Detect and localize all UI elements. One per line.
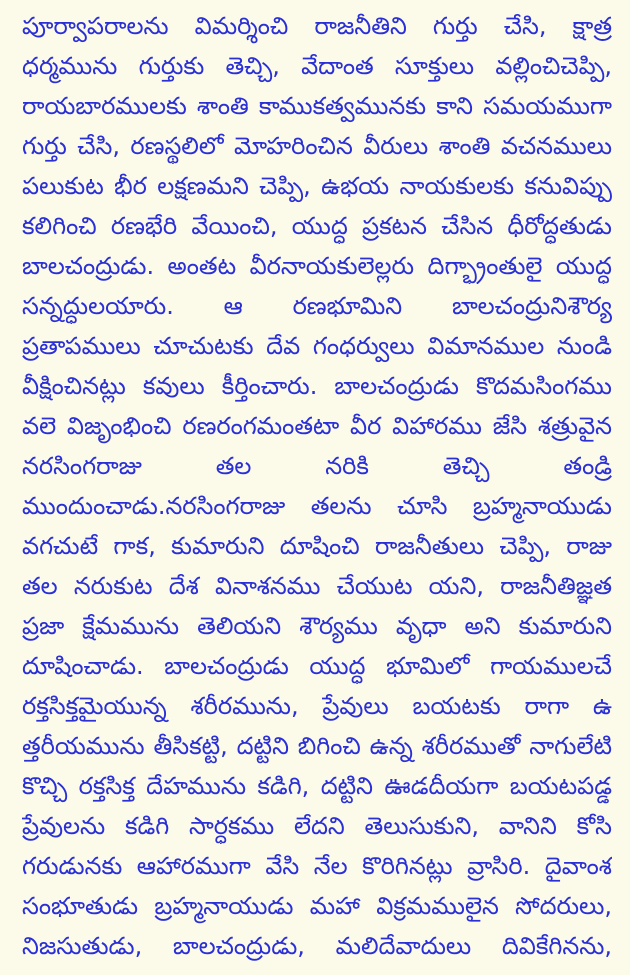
text-line: ప్రేవులను కడిగి సార్ధకము లేదని తెలుసుకుని, వానిని కోసి [22, 812, 612, 840]
text-line: పలుకుట భీర లక్షణమని చెప్పి, ఉభయ నాయకులకు కనువిప్పు [22, 172, 612, 200]
text-line: ప్రతాపములు చూచుటకు దేవ గంధర్వులు విమానముల నుండి [22, 332, 612, 360]
text-line: తల నరుకుట దేశ వినాశనము చేయుట యని, రాజనీతిజ్ఞత [22, 572, 612, 600]
text-line: ప్రజా క్షేమమును తెలియని శౌర్యము వృధా అని కుమారుని [22, 612, 612, 640]
text-line: ధర్మమును గుర్తుకు తెచ్చి, వేదాంత సూక్తులు వల్లించిచెప్పి, [22, 52, 612, 80]
text-line: రక్తసిక్తమైయున్న శరీరమును, ప్రేవులు బయటకు రాగా ఉ [22, 692, 612, 720]
text-line: నిజసుతుడు, బాలచంద్రుడు, మలిదేవాదులు దివికేగినను, [22, 932, 612, 960]
text-line: ముందుంచాడు.నరసింగరాజు తలను చూసి బ్రహ్మనాయుడు [22, 492, 612, 520]
text-line: కొచ్చి రక్తసిక్త దేహమును కడిగి, దట్టిని ఊడదీయగా బయటపడ్డ [22, 772, 612, 800]
text-line: త్తరీయమును తీసికట్టి, దట్టిని బిగించి ఉన్న శరీరముతో నాగులేటి [22, 732, 612, 760]
text-line: గుర్తు చేసి, రణస్థలిలో మోహరించిన వీరులు శాంతి వచనములు [22, 132, 612, 160]
text-line: పూర్వాపరాలను విమర్శించి రాజనీతిని గుర్తు చేసి, క్షాత్ర [22, 12, 612, 40]
text-line: కలిగించి రణభేరి వేయించి, యుద్ధ ప్రకటన చేసిన ధీరోద్ధతుడు [22, 212, 612, 240]
text-line: దూషించాడు. బాలచంద్రుడు యుద్ధ భూమిలో గాయములచే [22, 652, 612, 680]
text-line: గరుడునకు ఆహారముగా వేసి నేల కొరిగినట్లు వ్రాసిరి. దైవాంశ [22, 852, 612, 880]
text-line: సన్నద్ధులయారు. ఆ రణభూమిని బాలచంద్రునిశౌర్య [22, 292, 612, 320]
text-line: నరసింగరాజు తల నరికి తెచ్చి తండ్రి [22, 452, 612, 480]
text-line: వీక్షించినట్లు కవులు కీర్తించారు. బాలచంద్రుడు కొదమసింగము [22, 372, 612, 400]
text-line: వగచుటే గాక, కుమారుని దూషించి రాజనీతులు చెప్పి, రాజు [22, 532, 612, 560]
text-line: బాలచంద్రుడు. అంతట వీరనాయకులెల్లరు దిగ్భ్రాంతులై యుద్ధ [22, 252, 612, 280]
text-line: వలె విజృంభించి రణరంగమంతటా వీర విహారము జేసి శత్రువైన [22, 412, 612, 440]
text-line: రాయబారములకు శాంతి కాముకత్వమునకు కాని సమయముగా [22, 92, 612, 120]
text-line: సంభూతుడు బ్రహ్మనాయుడు మహా విక్రమములైన సోదరులు, [22, 892, 612, 920]
